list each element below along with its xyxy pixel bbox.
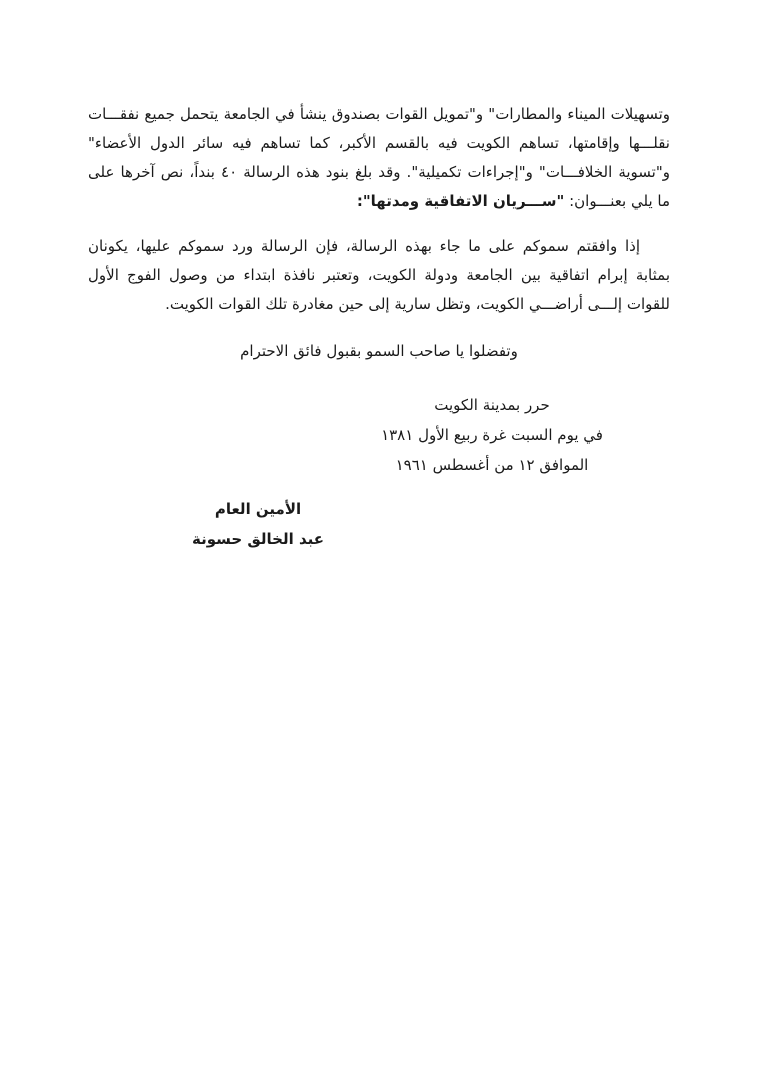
date-block [372, 390, 612, 480]
paragraph-bold-heading: "ســـريان الاتفاقية ومدتها": [356, 192, 565, 210]
paragraph-agreement-items [88, 100, 670, 216]
signature-block [173, 494, 343, 554]
signature-title: الأمين العام [214, 500, 302, 518]
paragraph-agreement-items-text: وتسهيلات الميناء والمطارات" و"تمويل القوات بصندوق ينشأ في الجامعة يتحمل جميع نفقـــات نقلـــها وإقامتها، تساهم الكويت فيه بالقسم الأكبر، كما تساهم فيه سائر الدول الأعضاء" و"تسوية الخلافـــات" و"إجراءات تكميلية". وقد بلغ بنود هذه الرسالة ٤٠ بنداً، نص آخرها على ما يلي بعنـــوان: [88, 105, 670, 210]
paragraph-agreement-effect: إذا وافقتم سموكم على ما جاء بهذه الرسالة، فإن الرسالة ورد سموكم عليها، يكونان بمثابة إبرام اتفاقية بين الجامعة ودولة الكويت، وتعتبر نافذة ابتداء من وصول الفوج الأول للقوات إلـــى أراضـــي الكويت، وتظل سارية إلى حين مغادرة تلك القوات الكويت. [88, 237, 670, 313]
date-hijri-line: في يوم السبت غرة ربيع الأول ١٣٨١ [381, 426, 603, 444]
date-gregorian-line: الموافق ١٢ من أغسطس ١٩٦١ [395, 456, 589, 474]
date-place-line: حرر بمدينة الكويت [434, 396, 550, 414]
signature-name: عبد الخالق حسونة [191, 530, 325, 548]
closing-salutation: وتفضلوا يا صاحب السمو بقبول فائق الاحترام [240, 342, 518, 360]
